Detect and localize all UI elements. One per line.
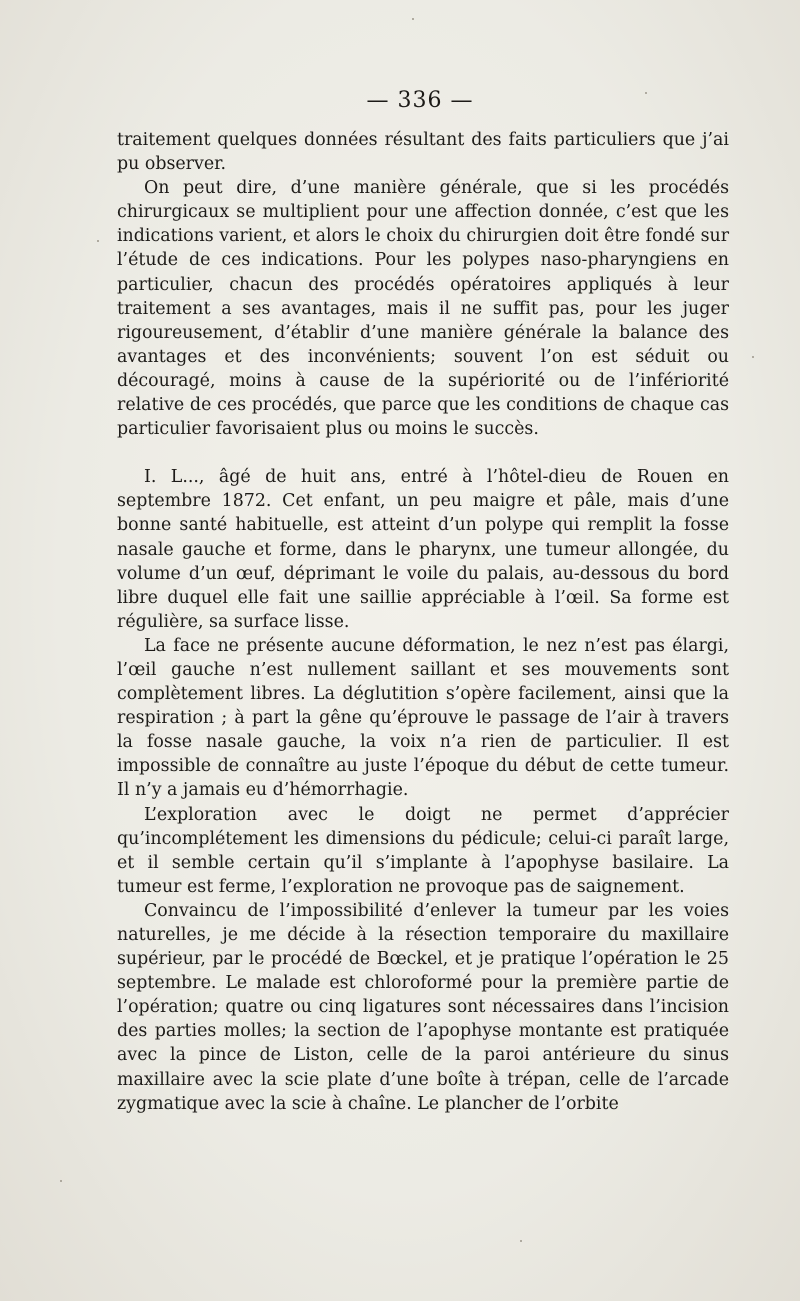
paper-speck	[520, 1240, 522, 1242]
body-text	[117, 128, 729, 1116]
paragraph-general-remarks: On peut dire, d’une manière générale, que si les procédés chirurgicaux se multiplient pour une affection donnée, c’est que les indications varient, et alors le choix du chirurgien doit être fondé sur l’étude de ces indications. Pour les polypes naso-pharyngiens en particulier, chacun des procédés opératoires appliqués à leur traitement a ses avantages, mais il ne suffit pas, pour les juger rigoureusement, d’établir d’une manière générale la balance des avantages et des inconvénients; souvent l’on est séduit ou découragé, moins à cause de la supériorité ou de l’infériorité relative de ces procédés, que parce que les conditions de chaque cas particulier favorisaient plus ou moins le succès.	[117, 178, 730, 440]
paragraph-continuation: traitement quelques données résultant des faits particuliers que j’ai pu observer.	[117, 130, 729, 175]
paper-speck	[412, 18, 414, 20]
paragraph-operation: Convaincu de l’impossibilité d’enlever la tumeur par les voies naturelles, je me décide à la résection temporaire du maxillaire supérieur, par le procédé de Bœckel, et je pratique l’opération le 25 septembre. Le malade est chloroformé pour la première partie de l’opération; quatre ou cinq ligatures sont nécessaires dans l’incision des parties molles; la section de l’apophyse montante est pratiquée avec la pince de Liston, celle de la paroi antérieure du sinus maxillaire avec la scie plate d’une boîte à trépan, celle de l’arcade zygmatique avec la scie à chaîne. Le plancher de l’orbite	[117, 900, 729, 1114]
paper-speck	[97, 240, 99, 242]
paragraph-digital-exploration: L’exploration avec le doigt ne permet d’apprécier qu’incomplétement les dimensions du pédicule; celui-ci paraît large, et il semble certain qu’il s’implante à l’apophyse basilaire. La tumeur est ferme, l’exploration ne provoque pas de saignement.	[117, 804, 729, 897]
section-gap	[117, 441, 729, 465]
paper-speck	[752, 356, 754, 358]
page-number: — 336 —	[366, 88, 474, 113]
paragraph-case-introduction: I. L..., âgé de huit ans, entré à l’hôtel-dieu de Rouen en septembre 1872. Cet enfant, un peu maigre et pâle, mais d’une bonne santé habituelle, est atteint d’un polype qui remplit la fosse nasale gauche et forme, dans le pharynx, une tumeur allongée, du volume d’un œuf, déprimant le voile du palais, au-dessous du bord libre duquel elle fait une saillie appréciable à l’œil. Sa forme est régulière, sa surface lisse.	[117, 467, 729, 632]
paragraph-face-examination: La face ne présente aucune déformation, le nez n’est pas élargi, l’œil gauche n’est nullement saillant et ses mouvements sont complètement libres. La déglutition s’opère facilement, ainsi que la respiration ; à part la gêne qu’éprouve le passage de l’air à travers la fosse nasale gauche, la voix n’a rien de particulier. Il est impossible de connaître au juste l’époque du début de cette tumeur. Il n’y a jamais eu d’hémorrhagie.	[117, 635, 729, 801]
paper-speck	[60, 1180, 62, 1182]
paper-speck	[645, 92, 647, 94]
